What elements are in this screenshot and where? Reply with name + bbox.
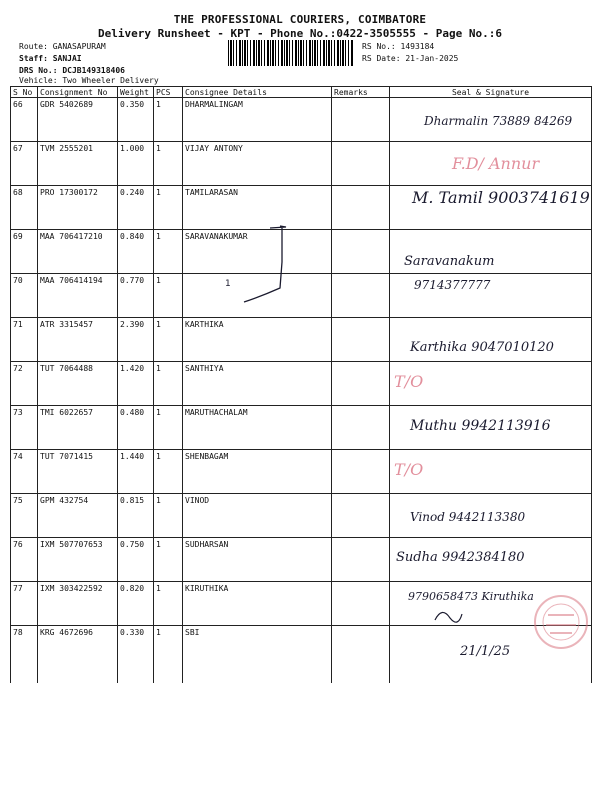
column-header: Consignee Details [183, 87, 332, 98]
weight: 1.000 [118, 142, 154, 186]
row70-mark: 1 [225, 279, 231, 289]
pieces: 1 [154, 626, 183, 684]
consignee: KIRUTHIKA [183, 582, 332, 626]
route-label: Route: GANASAPURAM [19, 42, 106, 51]
consignment-no: IXM 303422592 [38, 582, 118, 626]
consignee: SANTHIYA [183, 362, 332, 406]
serial-no: 74 [11, 450, 38, 494]
consignee: MARUTHACHALAM [183, 406, 332, 450]
pieces: 1 [154, 142, 183, 186]
serial-no: 78 [11, 626, 38, 684]
pieces: 1 [154, 406, 183, 450]
consignee: DHARMALINGAM [183, 98, 332, 142]
serial-no: 67 [11, 142, 38, 186]
signature: Saravanakum [404, 254, 495, 269]
signature-scribble [435, 612, 462, 622]
consignment-no: MAA 706417210 [38, 230, 118, 274]
consignment-no: MAA 706414194 [38, 274, 118, 318]
signature: 21/1/25 [460, 644, 511, 659]
serial-no: 66 [11, 98, 38, 142]
consignment-no: TVM 2555201 [38, 142, 118, 186]
weight: 0.330 [118, 626, 154, 684]
signature: T/O [394, 460, 424, 479]
pieces: 1 [154, 362, 183, 406]
signature: Vinod 9442113380 [410, 510, 526, 524]
pieces: 1 [154, 186, 183, 230]
signature: 9714377777 [414, 278, 491, 292]
column-header: S No [11, 87, 38, 98]
serial-no: 73 [11, 406, 38, 450]
pieces: 1 [154, 582, 183, 626]
consignment-no: GPM 432754 [38, 494, 118, 538]
rs-number: RS No.: 1493184 [362, 42, 435, 51]
weight: 0.770 [118, 274, 154, 318]
weight: 0.815 [118, 494, 154, 538]
pieces: 1 [154, 494, 183, 538]
consignment-no: TUT 7071415 [38, 450, 118, 494]
consignment-no: KRG 4672696 [38, 626, 118, 684]
bracket-arrow-mark [244, 226, 286, 302]
column-header: Remarks [332, 87, 390, 98]
rs-date: RS Date: 21-Jan-2025 [362, 54, 459, 63]
pieces: 1 [154, 538, 183, 582]
office-stamp [535, 596, 587, 648]
column-header: PCS [154, 87, 183, 98]
serial-no: 77 [11, 582, 38, 626]
serial-no: 75 [11, 494, 38, 538]
weight: 0.820 [118, 582, 154, 626]
signature: T/O [394, 372, 424, 391]
serial-no: 72 [11, 362, 38, 406]
consignee: VIJAY ANTONY [183, 142, 332, 186]
pieces: 1 [154, 274, 183, 318]
staff-label: Staff: SANJAI [19, 54, 82, 63]
signature: Dharmalin 73889 84269 [424, 114, 573, 128]
weight: 2.390 [118, 318, 154, 362]
serial-no: 70 [11, 274, 38, 318]
signature: Sudha 9942384180 [396, 550, 525, 565]
consignee: KARTHIKA [183, 318, 332, 362]
consignment-no: TUT 7064488 [38, 362, 118, 406]
serial-no: 69 [11, 230, 38, 274]
pieces: 1 [154, 450, 183, 494]
consignee: TAMILARASAN [183, 186, 332, 230]
weight: 0.350 [118, 98, 154, 142]
vehicle-label: Vehicle: Two Wheeler Delivery [19, 76, 159, 85]
signature: Karthika 9047010120 [410, 340, 554, 355]
serial-no: 76 [11, 538, 38, 582]
signature: 9790658473 Kiruthika [408, 590, 534, 603]
consignment-no: IXM 507707653 [38, 538, 118, 582]
consignee: SARAVANAKUMAR [183, 230, 332, 274]
consignment-no: TMI 6022657 [38, 406, 118, 450]
signature: F.D/ Annur [452, 154, 540, 173]
column-header: Seal & Signature [390, 87, 592, 98]
weight: 0.480 [118, 406, 154, 450]
weight: 0.240 [118, 186, 154, 230]
consignment-no: ATR 3315457 [38, 318, 118, 362]
consignee: SHENBAGAM [183, 450, 332, 494]
pieces: 1 [154, 230, 183, 274]
pieces: 1 [154, 318, 183, 362]
drs-number: DRS No.: DCJB149318406 [19, 66, 125, 75]
weight: 0.840 [118, 230, 154, 274]
consignment-no: PRO 17300172 [38, 186, 118, 230]
column-header: Consignment No [38, 87, 118, 98]
weight: 1.440 [118, 450, 154, 494]
pieces: 1 [154, 98, 183, 142]
signature: M. Tamil 9003741619 [412, 188, 590, 207]
weight: 1.420 [118, 362, 154, 406]
document-subtitle: Delivery Runsheet - KPT - Phone No.:0422-3505555 - Page No.:6 [98, 27, 502, 40]
consignee: SBI [183, 626, 332, 684]
consignee: SUDHARSAN [183, 538, 332, 582]
column-header: Weight [118, 87, 154, 98]
consignment-no: GDR 5402689 [38, 98, 118, 142]
serial-no: 68 [11, 186, 38, 230]
document-title: THE PROFESSIONAL COURIERS, COIMBATORE [173, 13, 427, 26]
consignee: VINOD [183, 494, 332, 538]
signature: Muthu 9942113916 [410, 418, 551, 434]
serial-no: 71 [11, 318, 38, 362]
weight: 0.750 [118, 538, 154, 582]
